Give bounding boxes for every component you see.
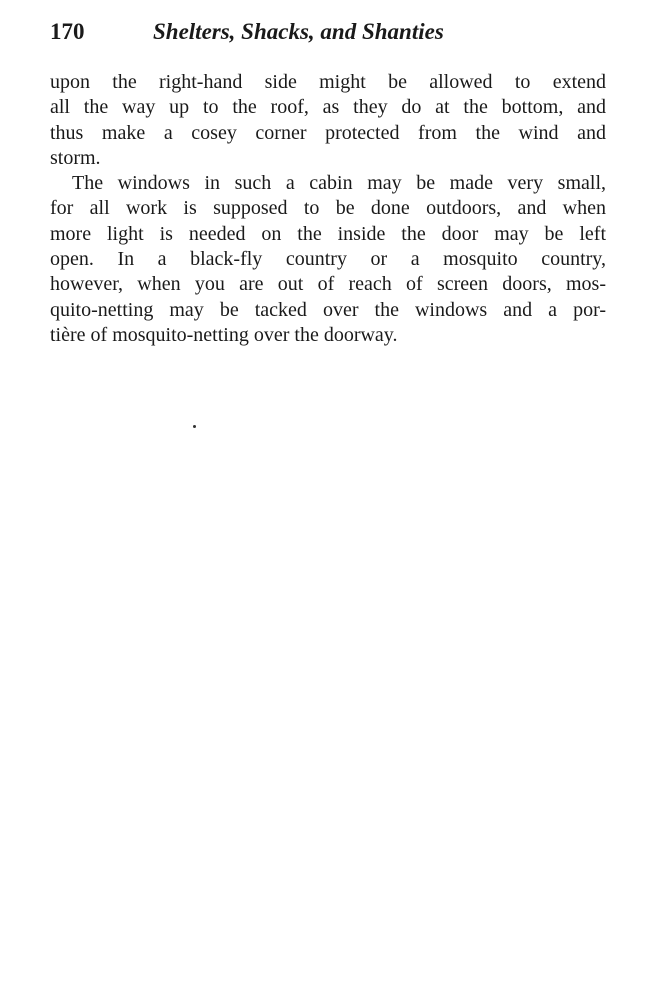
text-line: open. In a black-fly country or a mosquito country, — [50, 248, 606, 271]
running-title: Shelters, Shacks, and Shanties — [153, 19, 444, 44]
ink-speck — [193, 425, 196, 428]
text-line: thus make a cosey corner protected from the wind and — [50, 121, 606, 144]
paragraph-1 — [50, 70, 606, 171]
running-head — [50, 14, 610, 50]
page-number: 170 — [50, 19, 85, 44]
text-line: tière of mosquito-netting over the doorway. — [50, 323, 398, 346]
text-line: storm. — [50, 146, 101, 169]
text-line: quito-netting may be tacked over the windows and a por- — [50, 298, 606, 321]
text-line: for all work is supposed to be done outdoors, and when — [50, 197, 606, 220]
text-line: more light is needed on the inside the door may be left — [50, 222, 606, 245]
paragraph-2 — [50, 171, 606, 348]
body-text — [50, 70, 606, 348]
text-line: upon the right-hand side might be allowed to extend — [50, 71, 606, 93]
text-line: The windows in such a cabin may be made very small, — [72, 172, 606, 195]
text-line: however, when you are out of reach of screen doors, mos- — [50, 273, 606, 296]
text-line: all the way up to the roof, as they do at the bottom, and — [50, 96, 606, 119]
